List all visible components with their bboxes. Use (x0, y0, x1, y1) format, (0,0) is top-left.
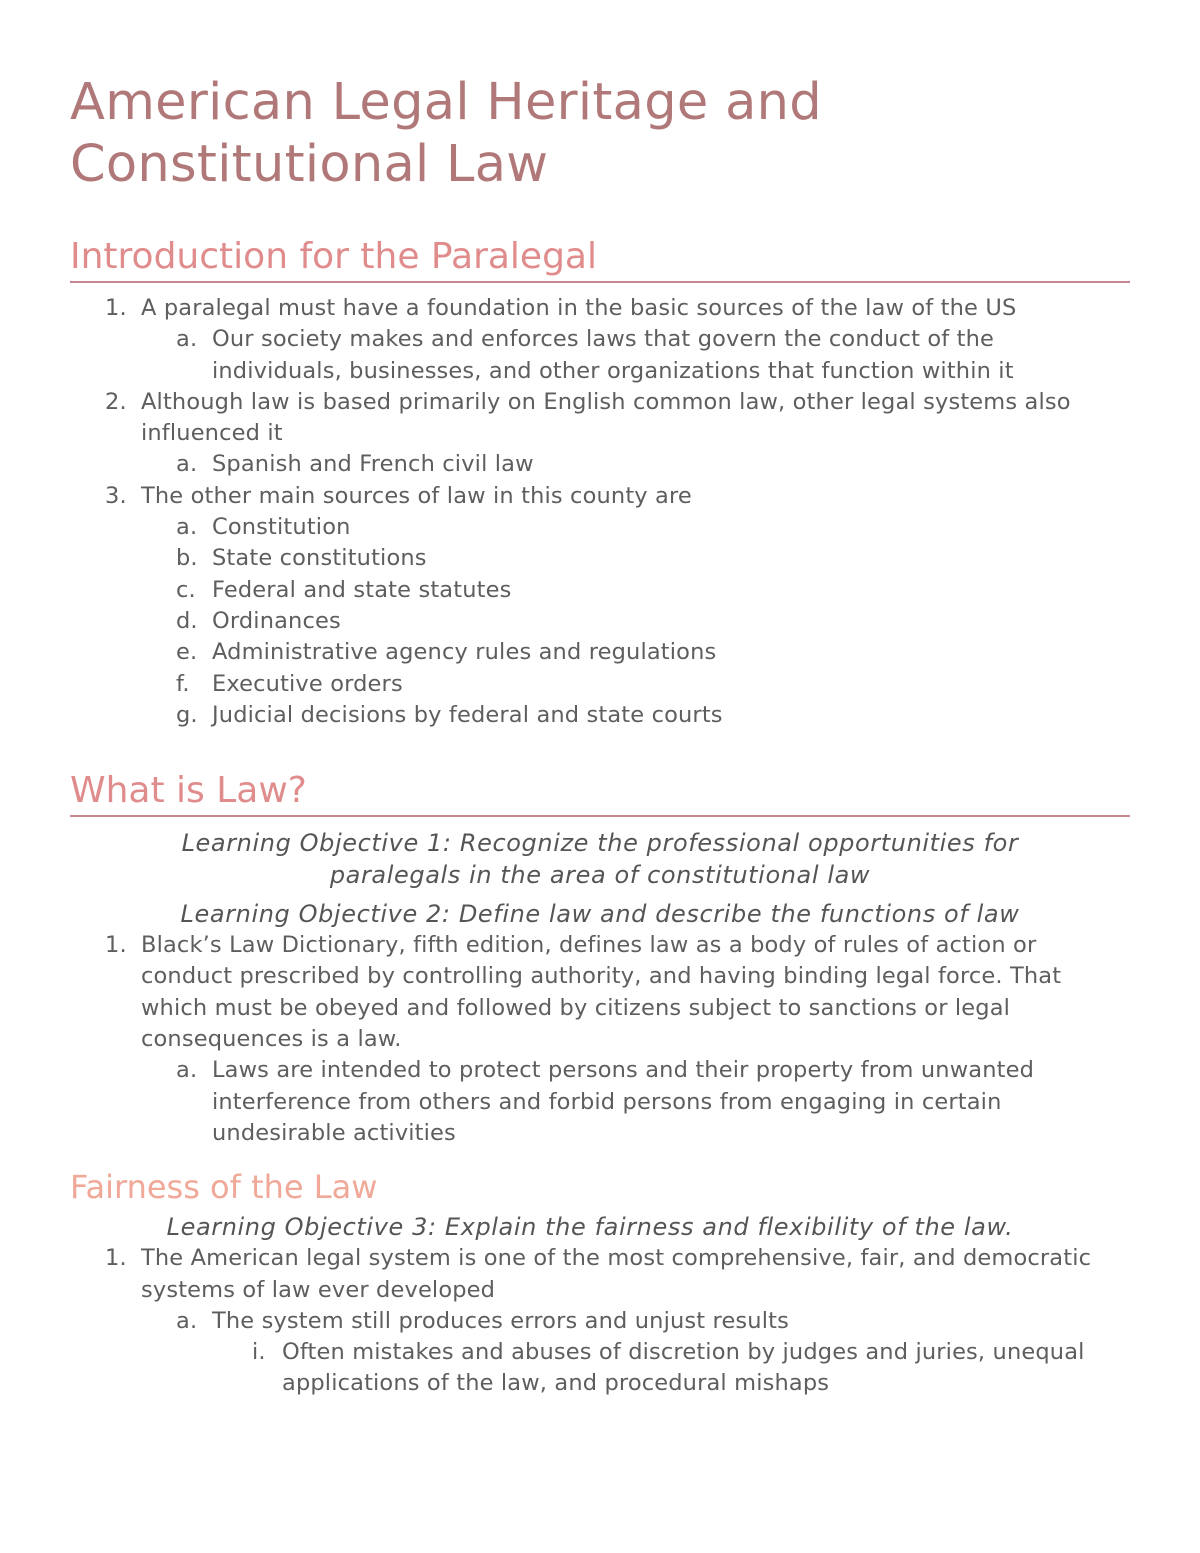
list-marker: i. (252, 1339, 266, 1366)
list-item (70, 293, 1130, 324)
list-item-text: The other main sources of law in this county are (141, 482, 692, 509)
list-item-text: Although law is based primarily on English common law, other legal systems also influenced it (141, 388, 1071, 447)
list-item (70, 1243, 1130, 1306)
what-is-law-list (70, 930, 1130, 1149)
list-marker: a. (176, 326, 198, 353)
list-marker: a. (176, 451, 198, 478)
list-item (70, 543, 1130, 574)
document-title-line-1: American Legal Heritage and (70, 73, 822, 132)
document-title (70, 72, 1130, 196)
list-marker: e. (176, 639, 198, 666)
list-marker: d. (176, 607, 198, 634)
section-heading-fairness: Fairness of the Law (70, 1168, 378, 1207)
list-marker: f. (176, 670, 190, 697)
list-marker: 1. (105, 1245, 127, 1272)
list-item-text: The system still produces errors and unjust results (212, 1307, 789, 1334)
list-item (70, 1306, 1130, 1337)
document-title-line-2: Constitutional Law (70, 135, 549, 194)
list-item-text: Federal and state statutes (212, 576, 512, 603)
list-item-text: Constitution (212, 514, 351, 541)
list-item (70, 637, 1130, 668)
learning-objective-3: Learning Objective 3: Explain the fairness and flexibility of the law. (166, 1213, 1014, 1242)
list-item-text: Ordinances (212, 607, 341, 634)
list-marker: 3. (105, 482, 127, 509)
list-marker: g. (176, 701, 198, 728)
list-item (70, 700, 1130, 731)
learning-objective-2: Learning Objective 2: Define law and describe the functions of law (180, 900, 1020, 929)
list-item (70, 481, 1130, 512)
list-marker: 1. (105, 932, 127, 959)
list-item-text: Administrative agency rules and regulations (212, 639, 717, 666)
list-marker: c. (176, 576, 196, 603)
list-item (70, 606, 1130, 637)
list-item-text: State constitutions (212, 545, 427, 572)
document-page (70, 72, 1130, 1400)
list-item (70, 512, 1130, 543)
list-item-text: Judicial decisions by federal and state courts (212, 701, 723, 728)
list-item (70, 449, 1130, 480)
list-item-text: Spanish and French civil law (212, 451, 534, 478)
list-marker: a. (176, 1307, 198, 1334)
list-item (70, 1055, 1130, 1149)
list-item-text: The American legal system is one of the most comprehensive, fair, and democratic systems of law ever developed (141, 1245, 1092, 1303)
list-item-text: Our society makes and enforces laws that govern the conduct of the individuals, businesses, and other organizations that function within it (212, 326, 1014, 384)
fairness-list (70, 1243, 1130, 1399)
list-item-text: Laws are intended to protect persons and their property from unwanted interference from others and forbid persons from engaging in certain undesirable activities (212, 1057, 1034, 1146)
list-marker: 1. (105, 295, 127, 321)
section-heading-intro: Introduction for the Paralegal (70, 235, 1130, 283)
list-marker: a. (176, 514, 198, 541)
list-item-text: Often mistakes and abuses of discretion by judges and juries, unequal applications of the law, and procedural mishaps (282, 1339, 1085, 1397)
list-item-text: A paralegal must have a foundation in the basic sources of the law of the US (141, 295, 1017, 321)
list-marker: 2. (105, 388, 127, 415)
list-item (70, 575, 1130, 606)
list-item (70, 669, 1130, 700)
list-item-text: Black’s Law Dictionary, fifth edition, defines law as a body of rules of action or conduct prescribed by controlling authority, and having binding legal force. That which must be obeyed and followed by citizens subject to sanctions or legal consequences is a law. (141, 932, 1062, 1053)
list-marker: b. (176, 545, 198, 572)
learning-objective-1: Learning Objective 1: Recognize the professional opportunities for paralegals in the area of constitutional law (181, 829, 1019, 890)
section-heading-what-is-law: What is Law? (70, 769, 1130, 817)
list-item (70, 324, 1130, 387)
list-item (70, 1337, 1130, 1400)
list-item (70, 387, 1130, 450)
list-marker: a. (176, 1057, 198, 1084)
intro-list (70, 293, 1130, 731)
list-item (70, 930, 1130, 1055)
list-item-text: Executive orders (212, 670, 403, 697)
